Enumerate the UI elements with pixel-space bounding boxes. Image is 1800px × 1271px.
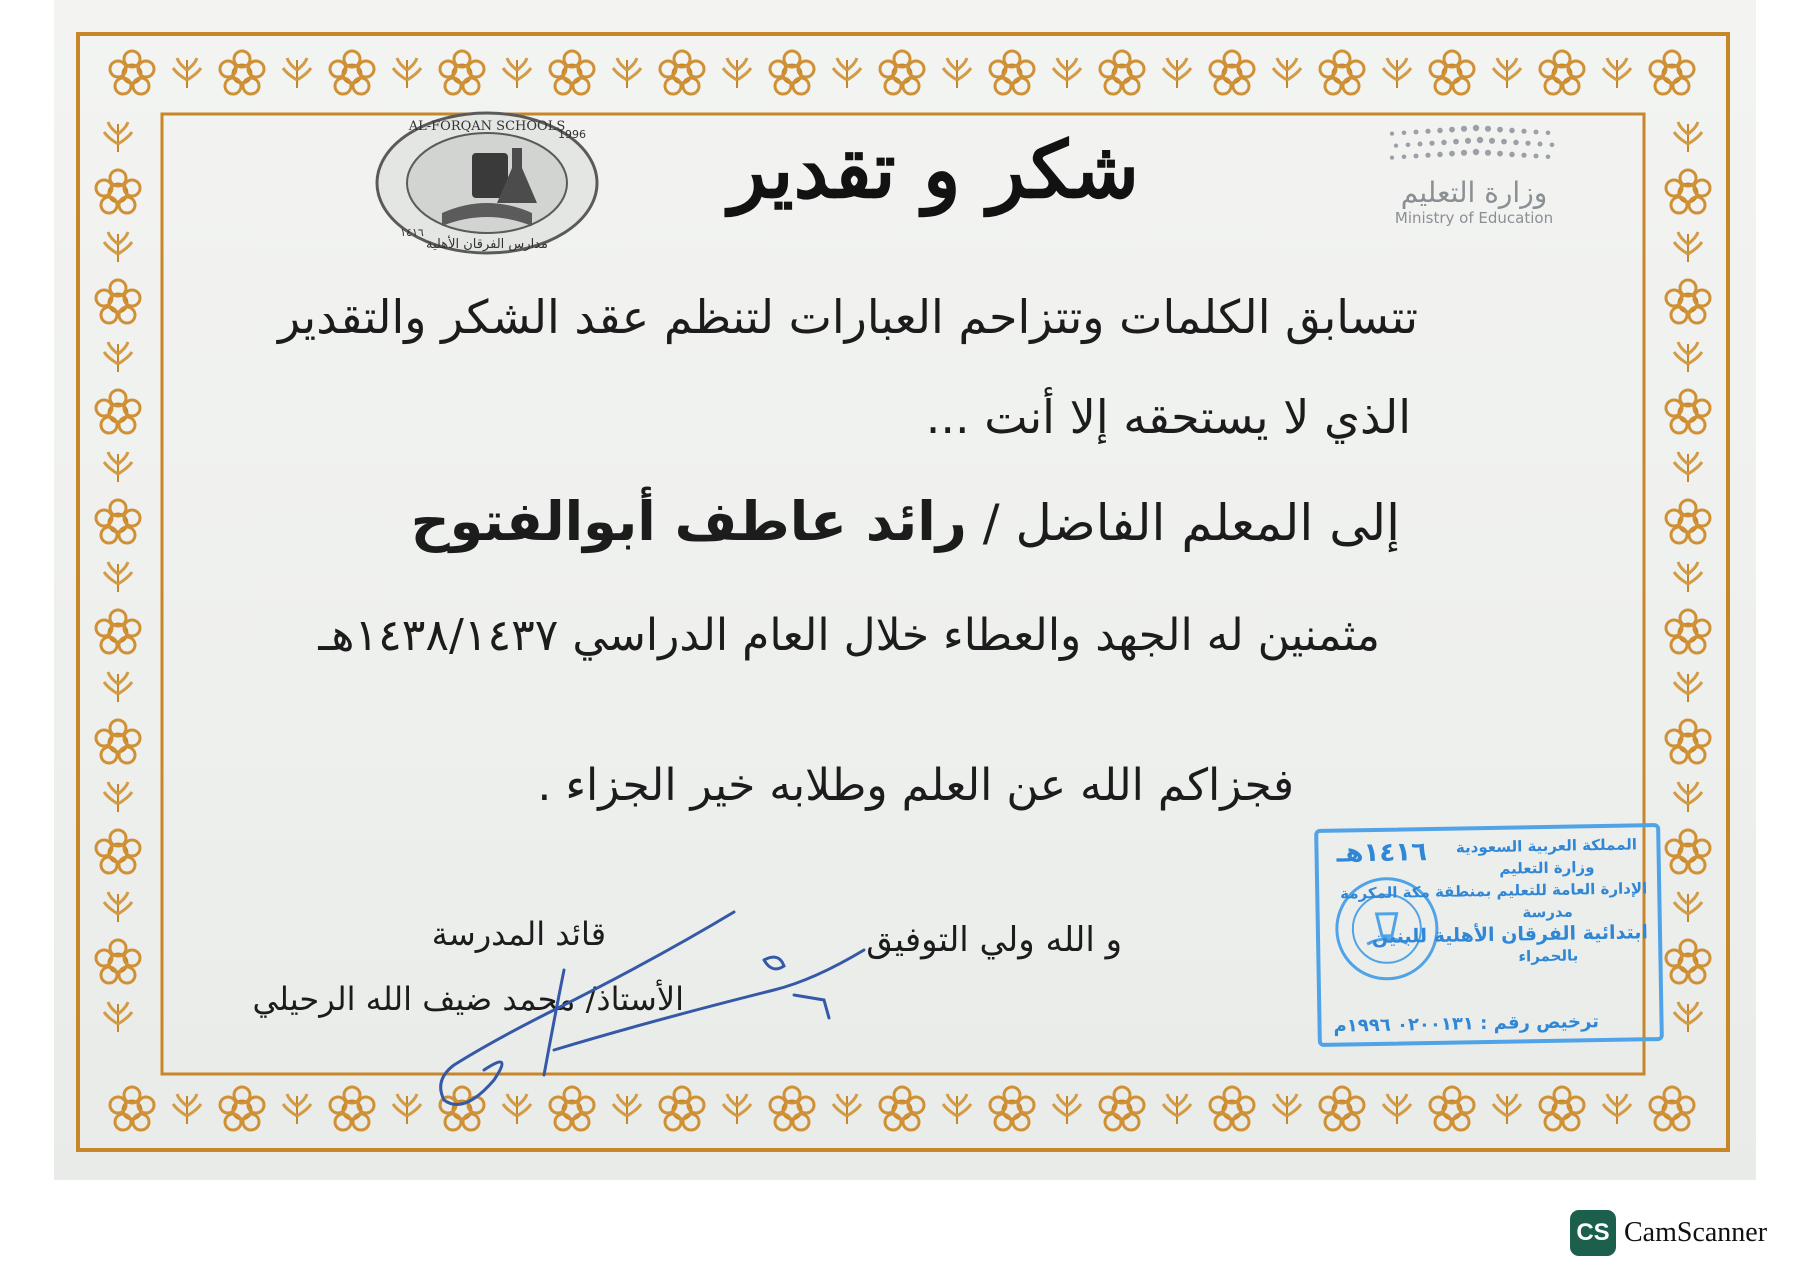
border-flower-icon: [440, 51, 484, 94]
ministry-dot: [1414, 130, 1419, 135]
border-sprig-icon: [283, 58, 311, 88]
border-sprig-icon: [1383, 58, 1411, 88]
border-sprig-icon: [1674, 1002, 1702, 1032]
ministry-dots-icon: [1384, 118, 1564, 168]
ministry-arabic: وزارة التعليم: [1400, 176, 1548, 209]
border-flower-icon: [96, 390, 140, 433]
school-seal-emblem: [372, 108, 602, 258]
ministry-dot: [1485, 126, 1491, 132]
stamp-line-5: ابتدائية الفرقان الأهلية للبنين: [1371, 921, 1649, 949]
border-flower-icon: [1540, 1087, 1584, 1130]
camscanner-label: CamScanner: [1624, 1217, 1768, 1248]
ministry-dot: [1521, 153, 1526, 158]
ministry-dot: [1414, 154, 1419, 159]
border-flower-icon: [1100, 51, 1144, 94]
border-sprig-icon: [104, 452, 132, 482]
ministry-dot: [1465, 138, 1471, 144]
body-line-1: تتسابق الكلمات وتتزاحم العبارات لتنظم عقد الشكر والتقدير: [278, 290, 1418, 344]
border-sprig-icon: [723, 58, 751, 88]
border-flower-icon: [1320, 51, 1364, 94]
ministry-dot: [1509, 152, 1515, 158]
border-flower-icon: [96, 500, 140, 543]
border-flower-icon: [330, 51, 374, 94]
body-line-2: الذي لا يستحقه إلا أنت ...: [925, 390, 1411, 444]
border-sprig-icon: [1163, 58, 1191, 88]
ministry-dot: [1437, 152, 1443, 158]
border-sprig-icon: [104, 892, 132, 922]
ministry-dot: [1534, 154, 1539, 159]
ministry-dot: [1390, 131, 1394, 135]
signature-svg: [431, 900, 894, 1130]
ministry-dot: [1402, 155, 1407, 160]
border-sprig-icon: [1674, 892, 1702, 922]
border-flower-icon: [1666, 280, 1710, 323]
border-sprig-icon: [1674, 782, 1702, 812]
stamp-line-6: بالحمراء: [1518, 946, 1579, 966]
border-sprig-icon: [104, 342, 132, 372]
ministry-dot: [1418, 142, 1423, 147]
ministry-dot: [1394, 143, 1398, 147]
ministry-dot: [1461, 126, 1467, 132]
border-flower-icon: [1320, 1087, 1364, 1130]
ministry-dot: [1513, 140, 1519, 146]
stamp-line-4: مدرسة: [1522, 902, 1573, 922]
border-sprig-icon: [104, 232, 132, 262]
ministry-dot: [1449, 127, 1455, 133]
ministry-dot: [1525, 141, 1530, 146]
border-flower-icon: [96, 610, 140, 653]
border-flower-icon: [1430, 51, 1474, 94]
recipient-line: [411, 490, 1400, 553]
border-sprig-icon: [943, 1094, 971, 1124]
school-seal: [372, 108, 602, 262]
border-sprig-icon: [393, 58, 421, 88]
ministry-dot: [1461, 150, 1467, 156]
stamp-line-3: الإدارة العامة للتعليم بمنطقة مكة المكرمة: [1340, 879, 1648, 903]
border-sprig-icon: [1674, 232, 1702, 262]
border-flower-icon: [1666, 390, 1710, 433]
border-flower-icon: [1666, 500, 1710, 543]
border-flower-icon: [1666, 170, 1710, 213]
ministry-dot: [1538, 142, 1543, 147]
certificate-title: شكر و تقدير: [728, 125, 1140, 216]
border-sprig-icon: [393, 1094, 421, 1124]
border-sprig-icon: [1674, 562, 1702, 592]
border-sprig-icon: [1053, 1094, 1081, 1124]
ministry-dot: [1390, 155, 1394, 159]
ministry-dot: [1437, 128, 1443, 133]
border-flower-icon: [110, 1087, 154, 1130]
border-flower-icon: [880, 51, 924, 94]
ministry-dot: [1546, 155, 1551, 160]
ministry-logo: [1374, 118, 1574, 227]
border-sprig-icon: [1273, 1094, 1301, 1124]
ministry-dot: [1406, 143, 1411, 148]
border-flower-icon: [1430, 1087, 1474, 1130]
ministry-dot: [1521, 129, 1526, 134]
border-flower-icon: [1666, 830, 1710, 873]
camscanner-icon: CS: [1570, 1210, 1616, 1256]
border-sprig-icon: [283, 1094, 311, 1124]
border-sprig-icon: [104, 122, 132, 152]
closing-phrase: و الله ولي التوفيق: [866, 920, 1122, 960]
ministry-dot: [1473, 149, 1479, 155]
ministry-dot: [1425, 153, 1430, 158]
border-flower-icon: [660, 51, 704, 94]
stamp-year: ١٤١٦هـ: [1336, 837, 1428, 869]
border-flower-icon: [1210, 1087, 1254, 1130]
border-sprig-icon: [1603, 58, 1631, 88]
ministry-dot: [1534, 130, 1539, 135]
border-flower-icon: [770, 51, 814, 94]
ministry-dot: [1477, 137, 1483, 143]
border-sprig-icon: [1674, 672, 1702, 702]
border-sprig-icon: [1383, 1094, 1411, 1124]
border-sprig-icon: [503, 58, 531, 88]
recipient-prefix: إلى المعلم الفاضل /: [966, 494, 1400, 552]
border-flower-icon: [96, 940, 140, 983]
ministry-dot: [1402, 131, 1407, 136]
ministry-dot: [1509, 128, 1515, 133]
recipient-name: رائد عاطف أبوالفتوح: [410, 490, 967, 553]
seal-ar-text: مدارس الفرقان الأهلية: [426, 237, 548, 252]
border-flower-icon: [220, 51, 264, 94]
ministry-dot: [1485, 150, 1491, 156]
stamp-license: ترخيص رقم : ٠٢٠٠١٣١ ١٩٩٦م: [1333, 1011, 1600, 1037]
body-line-4: مثمنين له الجهد والعطاء خلال العام الدراسي ١٤٣٨/١٤٣٧هـ: [318, 610, 1380, 661]
border-sprig-icon: [173, 58, 201, 88]
border-sprig-icon: [104, 782, 132, 812]
ministry-dot: [1453, 139, 1459, 145]
border-flower-icon: [1666, 720, 1710, 763]
border-flower-icon: [96, 280, 140, 323]
certificate-paper: [54, 0, 1756, 1180]
ministry-dot: [1546, 131, 1551, 136]
border-sprig-icon: [104, 672, 132, 702]
border-sprig-icon: [1603, 1094, 1631, 1124]
border-flower-icon: [990, 51, 1034, 94]
border-flower-icon: [1650, 51, 1694, 94]
ministry-dot: [1497, 127, 1503, 133]
stamp-line-2: وزارة التعليم: [1499, 858, 1595, 878]
border-sprig-icon: [1273, 58, 1301, 88]
signatory-title: قائد المدرسة: [431, 915, 606, 953]
ministry-dot: [1497, 151, 1503, 157]
border-flower-icon: [110, 51, 154, 94]
stamp-line-1: المملكة العربية السعودية: [1455, 835, 1638, 857]
border-flower-icon: [330, 1087, 374, 1130]
border-flower-icon: [1650, 1087, 1694, 1130]
border-sprig-icon: [1493, 1094, 1521, 1124]
border-sprig-icon: [104, 1002, 132, 1032]
ministry-dot: [1501, 139, 1507, 145]
ministry-dot: [1550, 143, 1555, 148]
ministry-dot: [1441, 140, 1447, 146]
border-flower-icon: [1210, 51, 1254, 94]
border-flower-icon: [1540, 51, 1584, 94]
border-sprig-icon: [1053, 58, 1081, 88]
body-line-5: فجزاكم الله عن العلم وطلابه خير الجزاء .: [537, 760, 1294, 811]
seal-en-text: AL-FORQAN SCHOOLS: [408, 119, 566, 134]
border-flower-icon: [220, 1087, 264, 1130]
border-sprig-icon: [1493, 58, 1521, 88]
border-sprig-icon: [613, 58, 641, 88]
seal-year: 1996: [558, 128, 586, 141]
border-sprig-icon: [173, 1094, 201, 1124]
camscanner-badge: [1570, 1210, 1767, 1256]
border-flower-icon: [96, 720, 140, 763]
handwritten-signature: [431, 900, 894, 1134]
official-stamp: [1314, 823, 1664, 1047]
border-flower-icon: [1100, 1087, 1144, 1130]
ministry-dot: [1425, 129, 1430, 134]
ministry-dot: [1489, 138, 1495, 144]
ministry-dot: [1473, 125, 1479, 131]
border-flower-icon: [1666, 940, 1710, 983]
ministry-dot: [1429, 141, 1434, 146]
signatory-name: الأستاذ/ محمد ضيف الله الرحيلي: [252, 980, 684, 1018]
border-flower-icon: [1666, 610, 1710, 653]
seal-year-hijri: ١٤١٦: [400, 226, 424, 239]
border-sprig-icon: [1674, 342, 1702, 372]
border-sprig-icon: [833, 58, 861, 88]
ministry-dot: [1449, 151, 1455, 157]
border-sprig-icon: [1674, 452, 1702, 482]
border-flower-icon: [96, 830, 140, 873]
border-flower-icon: [96, 170, 140, 213]
ministry-english: Ministry of Education: [1394, 209, 1554, 227]
border-flower-icon: [550, 51, 594, 94]
border-sprig-icon: [1163, 1094, 1191, 1124]
border-sprig-icon: [943, 58, 971, 88]
border-sprig-icon: [1674, 122, 1702, 152]
border-flower-icon: [990, 1087, 1034, 1130]
border-sprig-icon: [104, 562, 132, 592]
